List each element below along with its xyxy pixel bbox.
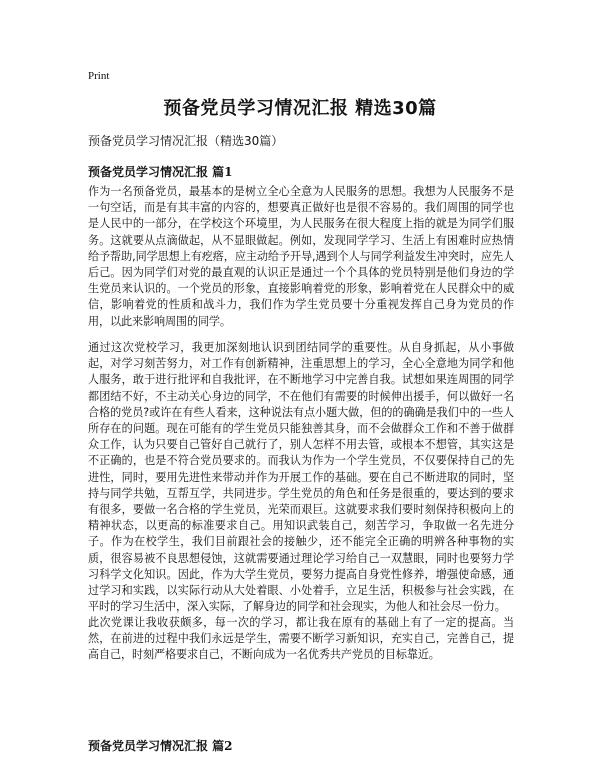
paragraph-3: 此次党课让我收获颇多，每一次的学习，都让我在原有的基础上有了一定的提高。当然，在前进的过程中我们永远是学生，需要不断学习新知识，充实自己，完善自己，提高自己，时刻严格要求自己，不断向成为一名优秀共产党员的目标靠近。 bbox=[88, 616, 514, 662]
section-heading-2: 预备党员学习情况汇报 篇2 bbox=[88, 739, 233, 753]
document-title: 预备党员学习情况汇报 精选30篇 bbox=[163, 98, 437, 119]
paragraph-1: 作为一名预备党员，最基本的是树立全心全意为人民服务的思想。我想为人民服务不是一句空话，而是有其丰富的内容的，想要真正做好也是很不容易的。我们周围的同学也是人民中的一部分，在学校这个环境里，为人民服务在很大程度上指的就是为同学们服务。这就要从点滴做起，从不显眼做起。例如，发现同学学习、生活上有困难时应热情给予帮助,同学思想上有疙瘩，应主动给予开导,遇到个人与同学利益发生冲突时，应先人后己。因为同学们对党的最直观的认识正是通过一个个具体的党员特别是他们身边的学生党员来认识的。一个党员的形象，直接影响着党的形象，影响着党在人民群众中的威信，影响着党的性质和战斗力，我们作为学生党员要十分重视发挥自己身为党员的作用，以此来影响周围的同学。 bbox=[88, 185, 514, 328]
print-label[interactable]: Print bbox=[88, 70, 110, 82]
document-subtitle: 预备党员学习情况汇报（精选30篇） bbox=[88, 134, 284, 148]
section-heading-1: 预备党员学习情况汇报 篇1 bbox=[88, 165, 233, 179]
paragraph-2: 通过这次党校学习，我更加深刻地认识到团结同学的重要性。从自身抓起，从小事做起，对学习刻苦努力，对工作有创新精神，注重思想上的学习，全心全意地为同学和他人服务，敢于进行批评和自我批评，在不断地学习中完善自我。试想如果连周围的同学都团结不好，不主动关心身边的同学，不在他们有需要的时候伸出援手，何以做好一名合格的党员?或许在有些人看来，这种说法有点小题大做，但的的确确是我们中的一些人所存在的问题。现在可能有的学生党员只能独善其身，而不会做群众工作和不善于做群众工作，认为只要自己管好自己就行了，别人怎样不用去管，或根本不想管，其实这是不正确的，也是不符合党员要求的。而我认为作为一个学生党员，不仅要保持自己的先进性，同时，要用先进性来带动并作为开展工作的基础。要在自己不断进取的同时，坚持与同学共勉，互帮互学，共同进步。学生党员的角色和任务是很重的，要达到的要求有很多，要做一名合格的学生党员，光荣而艰巨。这就要求我们要时刻保持积极向上的精神状态，以更高的标准要求自己。用知识武装自己，刻苦学习，争取做一名先进分子。作为在校学生，我们目前跟社会的接触少，还不能完全正确的明辨各种事物的实质，很容易被不良思想侵蚀，这就需要通过理论学习给自己一双慧眼，同时也要努力学习科学文化知识。因此，作为大学生党员，要努力提高自身党性修养，增强使命感，通过学习和实践，以实际行动从大处着眼、小处着手，立足生活，积极参与社会实践，在平时的学习生活中，深入实际，了解身边的同学和社会现实，为他人和社会尽一份力。 bbox=[88, 341, 514, 614]
